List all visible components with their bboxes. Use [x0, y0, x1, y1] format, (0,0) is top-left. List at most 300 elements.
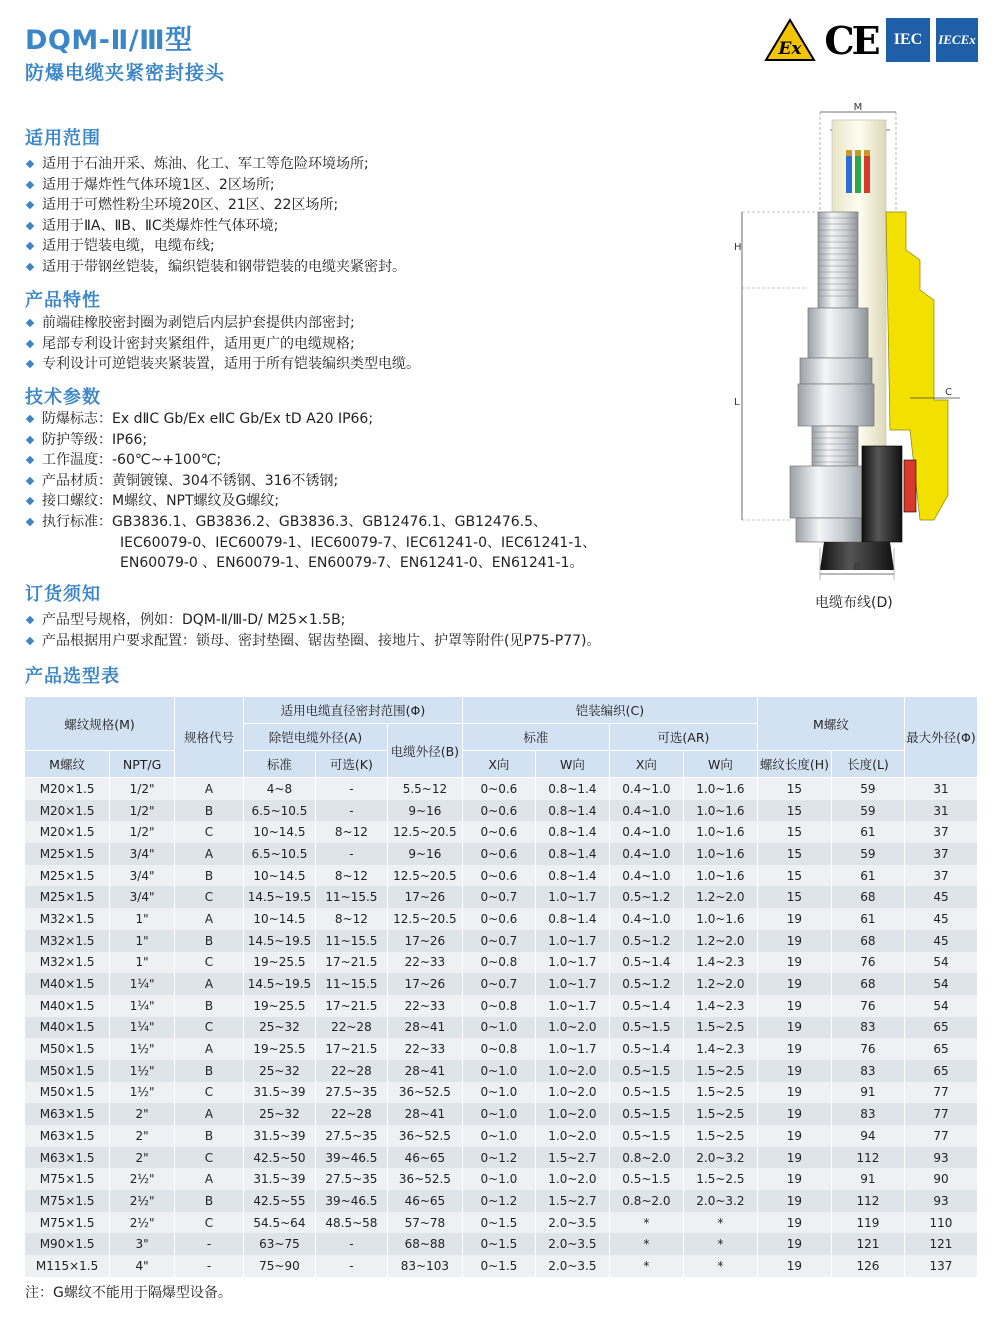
list-item: 产品根据用户要求配置：锁母、密封垫圈、锯齿垫圈、接地片、护罩等附件(见P75-P77)。	[25, 631, 601, 652]
table-cell: 93	[904, 1147, 977, 1169]
table-cell: 54	[904, 973, 977, 995]
table-cell: M25×1.5	[25, 865, 110, 887]
table-cell: 83	[831, 1017, 904, 1039]
table-cell: A	[175, 778, 244, 800]
section-heading-scope: 适用范围	[25, 128, 101, 149]
table-cell: -	[315, 778, 387, 800]
table-cell: C	[175, 886, 244, 908]
table-cell: 46~65	[387, 1190, 462, 1212]
table-cell: A	[175, 1103, 244, 1125]
table-cell: B	[175, 1060, 244, 1082]
table-cell: 2½"	[110, 1190, 175, 1212]
table-cell: C	[175, 952, 244, 974]
table-cell: 61	[831, 821, 904, 843]
table-cell: 1.2~2.0	[683, 886, 757, 908]
table-row	[25, 1038, 978, 1060]
table-cell: 1.5~2.7	[535, 1147, 609, 1169]
table-cell: 19	[757, 973, 831, 995]
table-cell: 3/4"	[110, 865, 175, 887]
table-cell: 0~1.5	[462, 1212, 535, 1234]
table-cell: 8~12	[315, 908, 387, 930]
table-cell: 4"	[110, 1255, 175, 1277]
list-item: 防护等级：IP66;	[25, 430, 596, 451]
header-x-dir-2: X向	[609, 751, 683, 778]
table-cell: 83	[831, 1060, 904, 1082]
table-cell: 1.5~2.5	[683, 1082, 757, 1104]
table-cell: 1.0~1.6	[683, 908, 757, 930]
table-cell: 65	[904, 1017, 977, 1039]
table-cell: 68	[831, 973, 904, 995]
header-code: 规格代号	[175, 697, 244, 778]
table-cell: 0~1.0	[462, 1103, 535, 1125]
table-cell: 42.5~50	[243, 1147, 315, 1169]
table-cell: 31.5~39	[243, 1082, 315, 1104]
table-cell: 15	[757, 778, 831, 800]
header-m-thread: M螺纹	[25, 751, 110, 778]
list-item: 执行标准：GB3836.1、GB3836.2、GB3836.3、GB12476.1、GB12476.5、	[25, 512, 596, 533]
section-heading-table: 产品选型表	[25, 666, 120, 687]
table-cell: 0~0.8	[462, 995, 535, 1017]
table-cell: 1.2~2.0	[683, 930, 757, 952]
table-cell: 37	[904, 843, 977, 865]
list-item-continuation: IEC60079-0、IEC60079-1、IEC60079-7、IEC61241-0、IEC61241-1、	[120, 534, 597, 551]
table-cell: 119	[831, 1212, 904, 1234]
table-cell: 68~88	[387, 1233, 462, 1255]
table-cell: 1.4~2.3	[683, 995, 757, 1017]
list-item: 专利设计可逆铠装夹紧装置，适用于所有铠装编织类型电缆。	[25, 354, 420, 375]
table-cell: 0.8~2.0	[609, 1190, 683, 1212]
table-cell: *	[609, 1233, 683, 1255]
table-cell: 36~52.5	[387, 1168, 462, 1190]
table-cell: 39~46.5	[315, 1147, 387, 1169]
table-cell: M75×1.5	[25, 1212, 110, 1234]
table-cell: 46~65	[387, 1147, 462, 1169]
table-cell: 0.5~1.5	[609, 1082, 683, 1104]
table-cell: 1.0~1.7	[535, 1038, 609, 1060]
table-row	[25, 1082, 978, 1104]
table-cell: 28~41	[387, 1103, 462, 1125]
table-cell: 14.5~19.5	[243, 930, 315, 952]
table-cell: 5.5~12	[387, 778, 462, 800]
table-cell: 0~1.2	[462, 1147, 535, 1169]
dim-label-l: L	[734, 397, 740, 408]
cable-gland-diagram	[720, 100, 990, 590]
table-cell: 54	[904, 995, 977, 1017]
table-cell: A	[175, 973, 244, 995]
header-armour: 铠装编织(C)	[462, 697, 757, 724]
list-item-continuation: EN60079-0 、EN60079-1、EN60079-7、EN61241-0、EN61241-1。	[120, 555, 584, 572]
table-cell: 1.5~2.7	[535, 1190, 609, 1212]
table-row	[25, 995, 978, 1017]
table-cell: 1½"	[110, 1038, 175, 1060]
table-cell: 0.4~1.0	[609, 908, 683, 930]
table-cell: 0.8~1.4	[535, 821, 609, 843]
table-cell: 2.0~3.5	[535, 1255, 609, 1277]
table-cell: 68	[831, 930, 904, 952]
list-item: 接口螺纹：M螺纹、NPT螺纹及G螺纹;	[25, 491, 596, 512]
table-cell: -	[315, 800, 387, 822]
table-cell: 0.5~1.4	[609, 1038, 683, 1060]
table-cell: 8~12	[315, 821, 387, 843]
table-cell: 83~103	[387, 1255, 462, 1277]
section-heading-features: 产品特性	[25, 290, 101, 311]
table-cell: 31.5~39	[243, 1125, 315, 1147]
table-cell: 19	[757, 1103, 831, 1125]
table-cell: 63~75	[243, 1233, 315, 1255]
table-row	[25, 973, 978, 995]
table-cell: 2.0~3.5	[535, 1212, 609, 1234]
table-cell: 1.0~1.6	[683, 800, 757, 822]
table-row	[25, 800, 978, 822]
table-cell: M90×1.5	[25, 1233, 110, 1255]
table-cell: 1.0~2.0	[535, 1168, 609, 1190]
list-item: 适用于带钢丝铠装，编织铠装和钢带铠装的电缆夹紧密封。	[25, 257, 406, 278]
header-seal-range: 适用电缆直径密封范围(Φ)	[243, 697, 462, 724]
dim-label-b: B	[853, 562, 861, 573]
table-cell: M115×1.5	[25, 1255, 110, 1277]
table-cell: 11~15.5	[315, 886, 387, 908]
table-cell: 93	[904, 1190, 977, 1212]
table-cell: -	[315, 843, 387, 865]
table-cell: 65	[904, 1060, 977, 1082]
table-cell: 19	[757, 1017, 831, 1039]
params-list	[25, 409, 596, 574]
table-cell: 121	[831, 1233, 904, 1255]
table-cell: 126	[831, 1255, 904, 1277]
table-cell: 0~0.7	[462, 930, 535, 952]
table-row	[25, 1060, 978, 1082]
features-list	[25, 313, 420, 375]
header-thread-spec: 螺纹规格(M)	[25, 697, 175, 751]
table-cell: 0~1.0	[462, 1082, 535, 1104]
table-cell: 9~16	[387, 843, 462, 865]
table-cell: 137	[904, 1255, 977, 1277]
table-cell: 22~33	[387, 952, 462, 974]
table-cell: 1.0~2.0	[535, 1103, 609, 1125]
table-row	[25, 1147, 978, 1169]
table-cell: 0.8~1.4	[535, 843, 609, 865]
table-cell: 1.0~1.7	[535, 995, 609, 1017]
table-cell: 25~32	[243, 1017, 315, 1039]
table-cell: 0~1.2	[462, 1190, 535, 1212]
table-cell: 1.5~2.5	[683, 1168, 757, 1190]
table-cell: 10~14.5	[243, 865, 315, 887]
table-cell: M50×1.5	[25, 1060, 110, 1082]
table-cell: B	[175, 1190, 244, 1212]
table-cell: 22~28	[315, 1060, 387, 1082]
table-cell: 0.8~2.0	[609, 1147, 683, 1169]
table-cell: 76	[831, 995, 904, 1017]
table-cell: 0~0.7	[462, 973, 535, 995]
table-cell: 121	[904, 1233, 977, 1255]
table-cell: 1.0~1.6	[683, 778, 757, 800]
table-cell: 1.5~2.5	[683, 1103, 757, 1125]
svg-text:Ex: Ex	[778, 39, 802, 59]
table-cell: 77	[904, 1103, 977, 1125]
table-cell: 75~90	[243, 1255, 315, 1277]
table-row	[25, 930, 978, 952]
table-cell: 2"	[110, 1147, 175, 1169]
table-cell: 57~78	[387, 1212, 462, 1234]
table-cell: 1.0~1.6	[683, 843, 757, 865]
table-row	[25, 1103, 978, 1125]
table-cell: *	[683, 1255, 757, 1277]
table-cell: 1.0~2.0	[535, 1125, 609, 1147]
list-item: 适用于ⅡA、ⅡB、ⅡC类爆炸性气体环境;	[25, 216, 406, 237]
table-cell: 31	[904, 778, 977, 800]
table-cell: M32×1.5	[25, 930, 110, 952]
table-cell: M32×1.5	[25, 952, 110, 974]
table-cell: 91	[831, 1168, 904, 1190]
table-cell: 17~21.5	[315, 952, 387, 974]
table-cell: -	[315, 1255, 387, 1277]
list-item: 适用于爆炸性气体环境1区、2区场所;	[25, 175, 406, 196]
table-row	[25, 843, 978, 865]
table-cell: 0.5~1.4	[609, 995, 683, 1017]
table-cell: M32×1.5	[25, 908, 110, 930]
table-cell: M75×1.5	[25, 1168, 110, 1190]
table-cell: 0~0.6	[462, 865, 535, 887]
table-cell: 59	[831, 843, 904, 865]
table-cell: 0.8~1.4	[535, 778, 609, 800]
section-heading-ordering: 订货须知	[25, 584, 101, 605]
table-cell: 1.0~1.7	[535, 930, 609, 952]
table-cell: M25×1.5	[25, 886, 110, 908]
table-cell: -	[315, 1233, 387, 1255]
header-w-dir: W向	[535, 751, 609, 778]
table-cell: *	[683, 1212, 757, 1234]
table-cell: *	[609, 1255, 683, 1277]
table-cell: 25~32	[243, 1103, 315, 1125]
list-item: 适用于石油开采、炼油、化工、军工等危险环境场所;	[25, 154, 406, 175]
table-cell: 91	[831, 1082, 904, 1104]
table-cell: 0.5~1.5	[609, 1103, 683, 1125]
table-cell: 1/2"	[110, 778, 175, 800]
table-cell: 54.5~64	[243, 1212, 315, 1234]
table-cell: B	[175, 995, 244, 1017]
table-cell: 19	[757, 908, 831, 930]
table-cell: 112	[831, 1190, 904, 1212]
table-cell: 1.0~1.7	[535, 886, 609, 908]
header-armour-opt: 可选(AR)	[609, 724, 757, 751]
table-cell: 25~32	[243, 1060, 315, 1082]
table-cell: 3/4"	[110, 886, 175, 908]
table-row	[25, 865, 978, 887]
list-item: 产品材质：黄铜镀镍、304不锈钢、316不锈钢;	[25, 471, 596, 492]
table-cell: 0.5~1.2	[609, 930, 683, 952]
table-cell: M25×1.5	[25, 843, 110, 865]
table-row	[25, 1017, 978, 1039]
table-cell: 0.5~1.2	[609, 886, 683, 908]
table-cell: 0.4~1.0	[609, 778, 683, 800]
table-cell: 83	[831, 1103, 904, 1125]
list-item: 前端硅橡胶密封圈为剥铠后内层护套提供内部密封;	[25, 313, 420, 334]
table-cell: 1.0~1.7	[535, 973, 609, 995]
table-cell: 39~46.5	[315, 1190, 387, 1212]
table-cell: 1.2~2.0	[683, 973, 757, 995]
table-cell: 19	[757, 1125, 831, 1147]
table-cell: 1/2"	[110, 821, 175, 843]
table-cell: 1.5~2.5	[683, 1060, 757, 1082]
table-cell: 19	[757, 930, 831, 952]
table-row	[25, 821, 978, 843]
certification-logos	[764, 18, 978, 62]
list-item: 防爆标志：Ex dⅡC Gb/Ex eⅡC Gb/Ex tD A20 IP66;	[25, 409, 596, 430]
table-cell: 1"	[110, 930, 175, 952]
table-cell: 0~1.5	[462, 1255, 535, 1277]
table-cell: 0~0.8	[462, 952, 535, 974]
scope-list	[25, 154, 406, 278]
table-cell: 17~21.5	[315, 995, 387, 1017]
table-cell: 1¼"	[110, 973, 175, 995]
table-cell: 42.5~55	[243, 1190, 315, 1212]
table-cell: 48.5~58	[315, 1212, 387, 1234]
table-cell: 0.5~1.5	[609, 1125, 683, 1147]
table-cell: 2½"	[110, 1168, 175, 1190]
table-cell: 27.5~35	[315, 1082, 387, 1104]
table-cell: 3"	[110, 1233, 175, 1255]
table-cell: 77	[904, 1082, 977, 1104]
iecex-mark: IECEx	[936, 18, 978, 62]
table-cell: 6.5~10.5	[243, 843, 315, 865]
table-cell: M50×1.5	[25, 1082, 110, 1104]
ex-mark-icon	[764, 18, 816, 62]
table-cell: 0~1.5	[462, 1233, 535, 1255]
table-cell: 2"	[110, 1103, 175, 1125]
table-cell: 19	[757, 1190, 831, 1212]
table-cell: 0.4~1.0	[609, 843, 683, 865]
table-cell: 1.4~2.3	[683, 952, 757, 974]
table-cell: 22~28	[315, 1017, 387, 1039]
table-cell: 45	[904, 886, 977, 908]
table-cell: M20×1.5	[25, 800, 110, 822]
table-cell: 31.5~39	[243, 1168, 315, 1190]
table-cell: 45	[904, 930, 977, 952]
header-npt-g: NPT/G	[110, 751, 175, 778]
table-cell: 1.0~2.0	[535, 1017, 609, 1039]
table-cell: 2.0~3.2	[683, 1147, 757, 1169]
table-cell: 15	[757, 821, 831, 843]
table-cell: 45	[904, 908, 977, 930]
table-cell: 1.0~1.7	[535, 952, 609, 974]
diagram-caption: 电缆布线(D)	[815, 595, 893, 611]
table-cell: -	[175, 1233, 244, 1255]
table-cell: 0.5~1.4	[609, 952, 683, 974]
table-cell: 19	[757, 1233, 831, 1255]
table-cell: 1.0~2.0	[535, 1060, 609, 1082]
table-cell: 1½"	[110, 1060, 175, 1082]
table-cell: C	[175, 821, 244, 843]
table-row	[25, 1255, 978, 1277]
table-cell: 110	[904, 1212, 977, 1234]
table-row	[25, 778, 978, 800]
list-item: 产品型号规格，例如：DQM-Ⅱ/Ⅲ-D/ M25×1.5B;	[25, 610, 601, 631]
table-cell: 0~0.6	[462, 843, 535, 865]
table-cell: 19	[757, 995, 831, 1017]
table-cell: 19	[757, 1060, 831, 1082]
table-cell: 19	[757, 1038, 831, 1060]
header-cable-od: 电缆外径(B)	[387, 724, 462, 778]
table-cell: 19	[757, 1147, 831, 1169]
table-cell: *	[683, 1233, 757, 1255]
table-cell: 14.5~19.5	[243, 973, 315, 995]
table-cell: 61	[831, 908, 904, 930]
table-cell: 1.0~2.0	[535, 1082, 609, 1104]
table-cell: 19	[757, 1168, 831, 1190]
header-m-thread-group: M螺纹	[757, 697, 904, 751]
table-cell: 17~26	[387, 930, 462, 952]
iec-mark: IEC	[886, 18, 930, 62]
table-cell: 1¼"	[110, 1017, 175, 1039]
table-cell: *	[609, 1212, 683, 1234]
table-cell: 2.0~3.5	[535, 1233, 609, 1255]
table-cell: 76	[831, 1038, 904, 1060]
dim-label-m: M	[853, 102, 863, 113]
table-cell: 19	[757, 1082, 831, 1104]
table-cell: M40×1.5	[25, 995, 110, 1017]
header-length: 长度(L)	[831, 751, 904, 778]
table-cell: 1.5~2.5	[683, 1125, 757, 1147]
table-cell: M63×1.5	[25, 1147, 110, 1169]
table-cell: 0~0.8	[462, 1038, 535, 1060]
table-cell: 9~16	[387, 800, 462, 822]
table-cell: 1.4~2.3	[683, 1038, 757, 1060]
table-cell: B	[175, 1125, 244, 1147]
page-title: DQM-Ⅱ/Ⅲ型	[25, 25, 193, 56]
table-cell: 36~52.5	[387, 1125, 462, 1147]
table-cell: 10~14.5	[243, 821, 315, 843]
dim-label-h: H	[734, 242, 742, 253]
table-cell: 15	[757, 843, 831, 865]
table-cell: 0~0.6	[462, 778, 535, 800]
table-cell: 0~1.0	[462, 1060, 535, 1082]
table-cell: 61	[831, 865, 904, 887]
table-cell: 37	[904, 821, 977, 843]
header-standard: 标准	[243, 751, 315, 778]
table-cell: M50×1.5	[25, 1038, 110, 1060]
table-row	[25, 1190, 978, 1212]
table-cell: 0.4~1.0	[609, 865, 683, 887]
table-cell: B	[175, 800, 244, 822]
table-cell: 17~21.5	[315, 1038, 387, 1060]
table-cell: 0.5~1.5	[609, 1168, 683, 1190]
table-cell: 19	[757, 1212, 831, 1234]
table-cell: 65	[904, 1038, 977, 1060]
table-cell: 1/2"	[110, 800, 175, 822]
table-cell: 90	[904, 1168, 977, 1190]
table-cell: 10~14.5	[243, 908, 315, 930]
ce-mark: CE	[824, 17, 878, 63]
table-cell: 15	[757, 865, 831, 887]
header-x-dir: X向	[462, 751, 535, 778]
table-cell: 59	[831, 778, 904, 800]
table-cell: 12.5~20.5	[387, 821, 462, 843]
section-heading-params: 技术参数	[25, 387, 101, 408]
table-cell: 22~28	[315, 1103, 387, 1125]
table-row	[25, 952, 978, 974]
table-cell: 15	[757, 800, 831, 822]
page-subtitle: 防爆电缆夹紧密封接头	[25, 62, 226, 84]
table-row	[25, 1233, 978, 1255]
table-cell: 4~8	[243, 778, 315, 800]
list-item: 适用于铠装电缆，电缆布线;	[25, 236, 406, 257]
table-cell: 0~0.6	[462, 800, 535, 822]
table-cell: 0.8~1.4	[535, 908, 609, 930]
table-cell: 28~41	[387, 1017, 462, 1039]
table-cell: 0~1.0	[462, 1017, 535, 1039]
table-cell: 94	[831, 1125, 904, 1147]
table-cell: 0.4~1.0	[609, 821, 683, 843]
